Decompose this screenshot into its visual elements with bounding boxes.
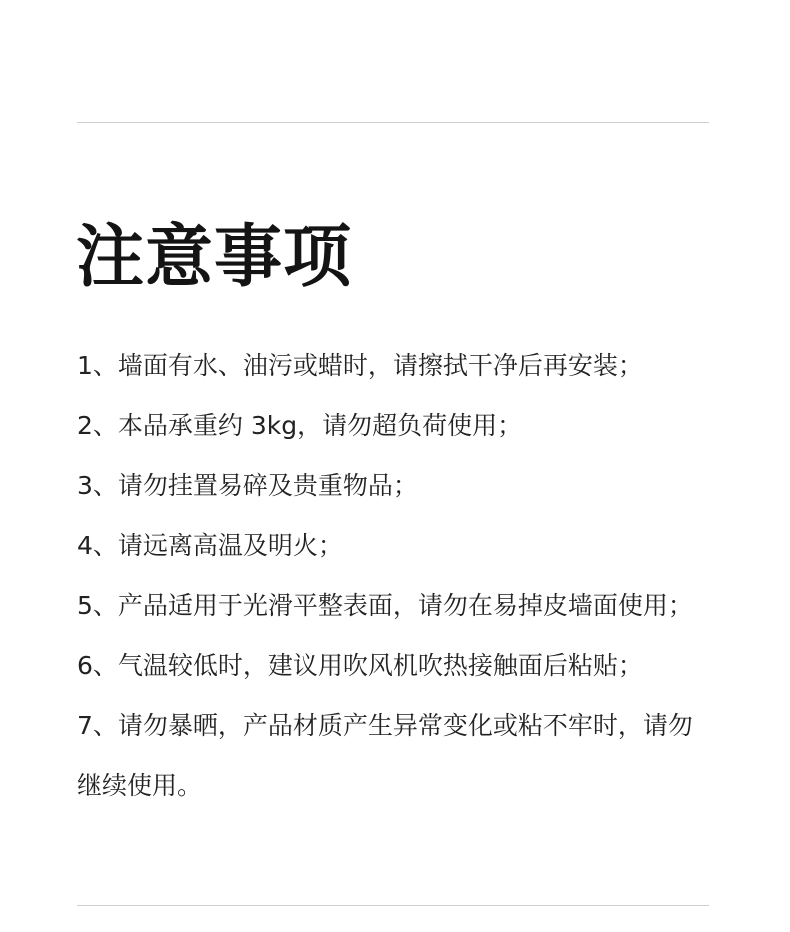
- bottom-divider: [77, 905, 709, 906]
- note-item-6: 6、气温较低时，建议用吹风机吹热接触面后粘贴；: [77, 651, 643, 680]
- note-item-2: 2、本品承重约 3kg，请勿超负荷使用；: [77, 411, 523, 440]
- note-item-3: 3、请勿挂置易碎及贵重物品；: [77, 471, 418, 500]
- note-item-4: 4、请远离高温及明火；: [77, 531, 343, 560]
- notes-list: [77, 336, 717, 816]
- top-divider: [77, 122, 709, 123]
- note-item-7: 7、请勿暴晒，产品材质产生异常变化或粘不牢时，请勿继续使用。: [77, 711, 693, 800]
- note-item-1: 1、墙面有水、油污或蜡时，请擦拭干净后再安装；: [77, 351, 643, 380]
- page-title: 注意事项: [76, 218, 353, 297]
- note-item-5: 5、产品适用于光滑平整表面，请勿在易掉皮墙面使用；: [77, 591, 693, 620]
